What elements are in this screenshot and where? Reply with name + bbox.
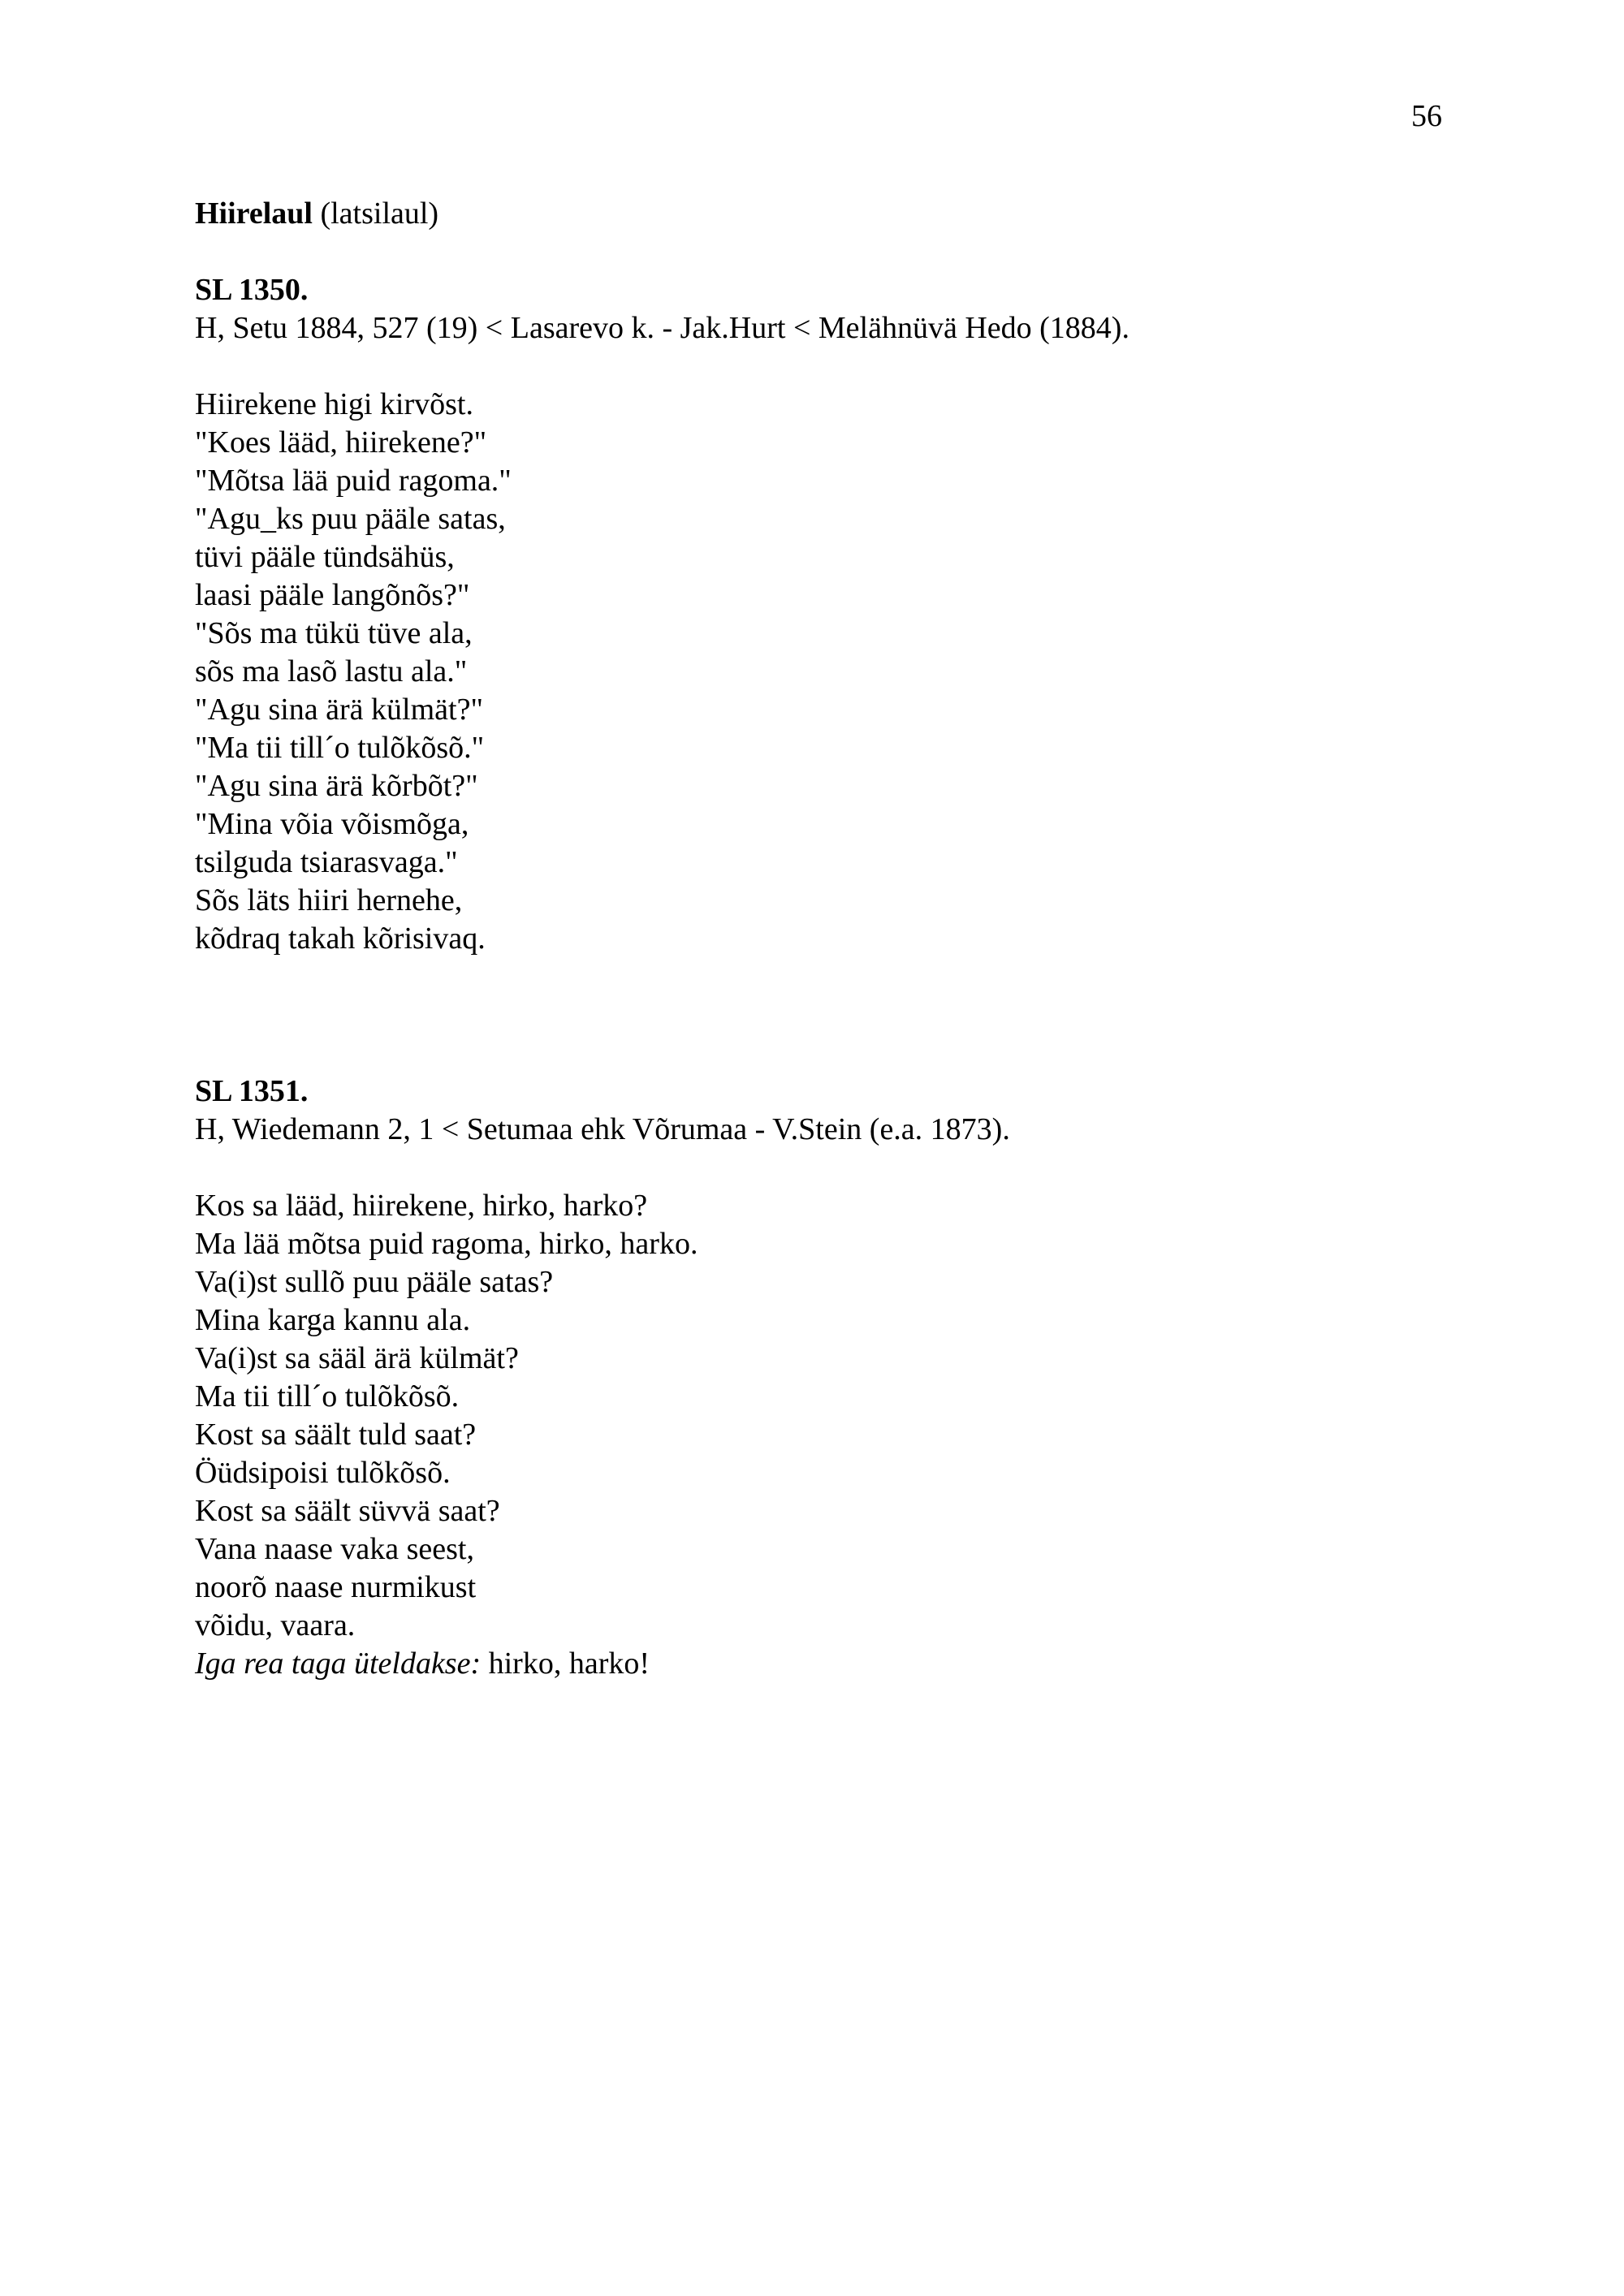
verse-line: "Agu sina ärä kõrbõt?" — [195, 769, 478, 803]
song-source: H, Setu 1884, 527 (19) < Lasarevo k. - Jak.Hurt < Melähnüvä Hedo (1884). — [195, 311, 1129, 345]
verse-line: "Agu_ks puu pääle satas, — [195, 502, 506, 536]
verse-line: võidu, vaara. — [195, 1608, 356, 1642]
verse-line: "Ma tii till´o tulõkõsõ." — [195, 731, 485, 765]
song-id: SL 1350. — [195, 273, 309, 307]
verse-line: Öüdsipoisi tulõkõsõ. — [195, 1456, 451, 1490]
verse-line: Mina karga kannu ala. — [195, 1303, 471, 1337]
page-number: 56 — [1411, 99, 1442, 133]
page-title — [195, 195, 1429, 233]
song-source: H, Wiedemann 2, 1 < Setumaa ehk Võrumaa - V.Stein (e.a. 1873). — [195, 1112, 1010, 1146]
verse-line: Kos sa lääd, hiirekene, hirko, harko? — [195, 1189, 648, 1223]
verse-line: Va(i)st sullõ puu pääle satas? — [195, 1265, 554, 1299]
verse-line: tüvi pääle tündsähüs, — [195, 540, 455, 574]
verse-line: "Mõtsa lää puid ragoma." — [195, 464, 512, 498]
song-id: SL 1351. — [195, 1074, 309, 1108]
title-subtitle: (latsilaul) — [320, 196, 439, 231]
note-plain: hirko, harko! — [481, 1646, 650, 1681]
verse-line: laasi pääle langõnõs?" — [195, 578, 470, 612]
verse-line: "Agu sina ärä külmät?" — [195, 693, 483, 727]
verse-line: Va(i)st sa sääl ärä külmät? — [195, 1341, 519, 1375]
song-note — [195, 1645, 1429, 1683]
verse-line: "Koes lääd, hiirekene?" — [195, 425, 487, 460]
verse-line: Kost sa säält tuld saat? — [195, 1418, 477, 1452]
verse-line: Vana naase vaka seest, — [195, 1532, 474, 1566]
verse-line: "Sõs ma tükü tüve ala, — [195, 616, 473, 650]
verse-line: kõdraq takah kõrisivaq. — [195, 921, 486, 956]
verse-line: tsilguda tsiarasvaga." — [195, 845, 458, 879]
song-verse — [195, 1187, 1429, 1683]
song-block-1351 — [195, 1072, 1429, 1683]
verse-line: "Mina võia võismõga, — [195, 807, 469, 841]
verse-line: Ma tii till´o tulõkõsõ. — [195, 1379, 460, 1413]
verse-line: Sõs läts hiiri hernehe, — [195, 883, 463, 917]
song-block-1350 — [195, 271, 1429, 958]
verse-line: Ma lää mõtsa puid ragoma, hirko, harko. — [195, 1227, 698, 1261]
verse-line: Kost sa säält süvvä saat? — [195, 1494, 500, 1528]
verse-line: noorõ naase nurmikust — [195, 1570, 477, 1604]
title-main: Hiirelaul — [195, 196, 313, 231]
song-verse — [195, 386, 1429, 958]
document-body — [195, 195, 1429, 1683]
note-italic: Iga rea taga üteldakse: — [195, 1646, 482, 1681]
verse-line: sõs ma lasõ lastu ala." — [195, 654, 468, 688]
verse-line: Hiirekene higi kirvõst. — [195, 387, 473, 421]
